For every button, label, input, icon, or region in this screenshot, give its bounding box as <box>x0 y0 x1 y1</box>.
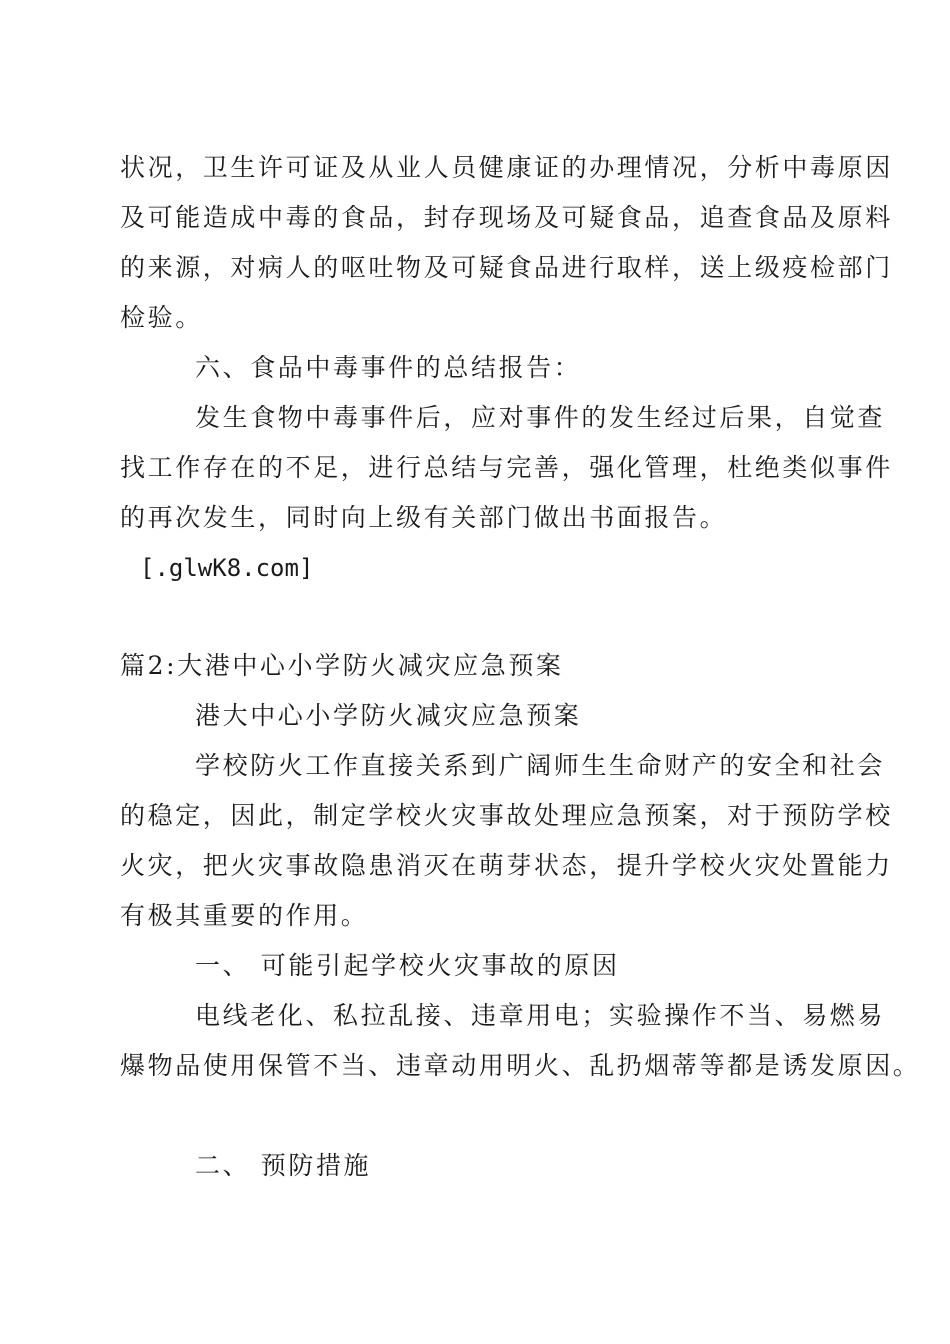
paragraph-line: 检验。 <box>120 303 203 332</box>
paragraph-line: 有极其重要的作用。 <box>120 901 369 930</box>
paragraph-line: 学校防火工作直接关系到广阔师生生命财产的安全和社会 <box>195 751 886 780</box>
article-title: 篇2:大港中心小学防火减灾应急预案 <box>120 651 564 680</box>
paragraph-line: 的再次发生，同时向上级有关部门做出书面报告。 <box>120 503 728 532</box>
section-heading: 二、 预防措施 <box>195 1151 372 1180</box>
paragraph-line: 及可能造成中毒的食品，封存现场及可疑食品，追查食品及原料 <box>120 203 893 232</box>
paragraph-line: 火灾，把火灾事故隐患消灭在萌芽状态，提升学校火灾处置能力 <box>120 851 893 880</box>
source-link-text: [.glwK8.com] <box>140 554 314 582</box>
paragraph-line: 的来源，对病人的呕吐物及可疑食品进行取样，送上级疫检部门 <box>120 253 893 282</box>
paragraph-line: 的稳定，因此，制定学校火灾事故处理应急预案，对于预防学校 <box>120 801 893 830</box>
paragraph-line: 找工作存在的不足，进行总结与完善，强化管理，杜绝类似事件 <box>120 453 893 482</box>
article-subtitle: 港大中心小学防火减灾应急预案 <box>195 701 582 730</box>
paragraph-line: 状况，卫生许可证及从业人员健康证的办理情况，分析中毒原因 <box>120 153 893 182</box>
paragraph-line: 发生食物中毒事件后，应对事件的发生经过后果，自觉查 <box>195 403 886 432</box>
section-heading: 六、食品中毒事件的总结报告： <box>195 353 582 382</box>
section-heading: 一、 可能引起学校火灾事故的原因 <box>195 951 620 980</box>
paragraph-line: 爆物品使用保管不当、违章动用明火、乱扔烟蒂等都是诱发原因。 <box>120 1051 921 1080</box>
paragraph-line: 电线老化、私拉乱接、违章用电；实验操作不当、易燃易 <box>195 1001 886 1030</box>
